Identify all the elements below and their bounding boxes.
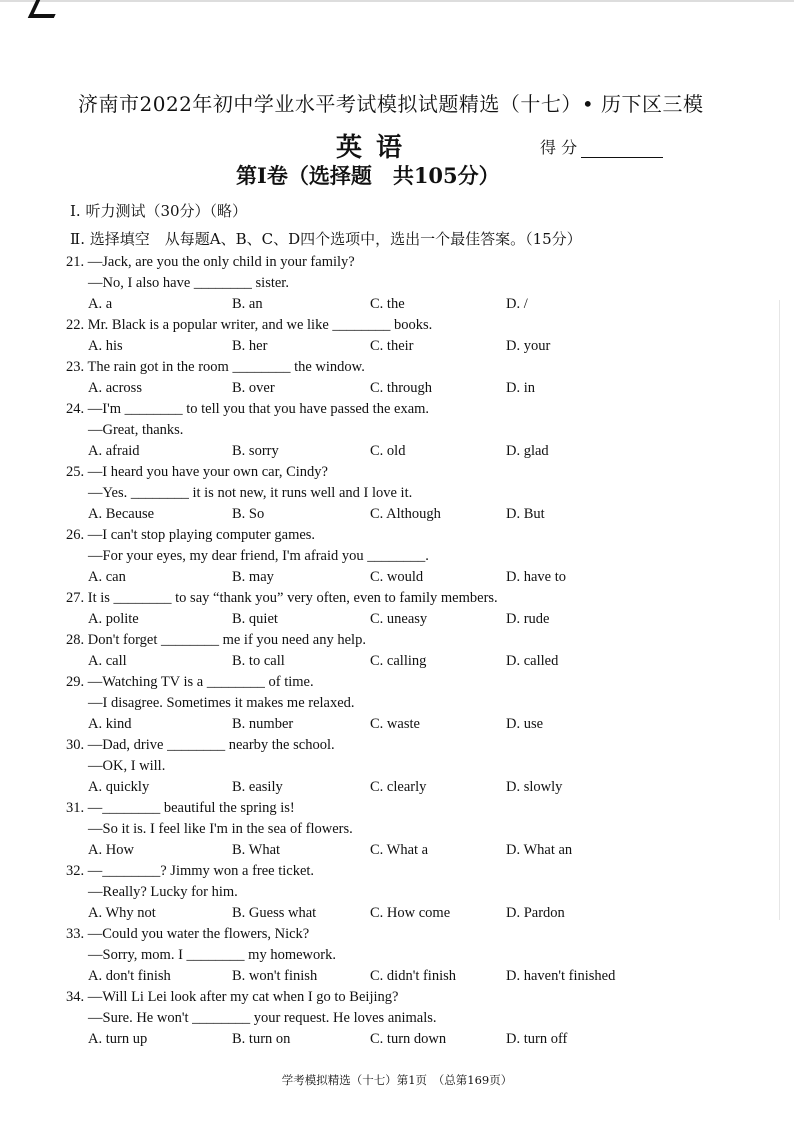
option-d: D. haven't finished (506, 968, 616, 984)
option-d: D. in (506, 380, 535, 396)
subject-title: 英语 (336, 133, 417, 163)
question-dialogue-line: —Really? Lucky for him. (88, 884, 238, 900)
answer-options (66, 840, 666, 861)
option-a: A. can (88, 569, 126, 585)
option-a: A. a (88, 296, 113, 312)
question-dialogue-line: —Sorry, mom. I ________ my homework. (88, 947, 336, 963)
scan-top-edge (0, 0, 794, 2)
question-item (66, 798, 666, 861)
score-blank (581, 143, 663, 158)
question-stem: 34. —Will Li Lei look after my cat when I go to Beijing? (66, 989, 399, 1005)
score-label: 得 分 (540, 138, 578, 157)
question-item (66, 588, 666, 630)
question-stem: 28. Don't forget ________ me if you need any help. (66, 632, 366, 648)
option-c: C. the (370, 296, 405, 312)
option-c: C. uneasy (370, 611, 428, 627)
question-item (66, 630, 666, 672)
option-a: A. call (88, 653, 127, 669)
question-dialogue-line: —Great, thanks. (88, 422, 184, 438)
option-d: D. your (506, 338, 551, 354)
scan-edge-line (779, 300, 780, 920)
option-a: A. How (88, 842, 134, 858)
answer-options (66, 567, 666, 588)
option-d: D. called (506, 653, 559, 669)
question-stem: 30. —Dad, drive ________ nearby the school. (66, 737, 335, 753)
option-a: A. his (88, 338, 123, 354)
option-d: D. Pardon (506, 905, 565, 921)
option-c: C. How come (370, 905, 451, 921)
question-item (66, 462, 666, 525)
question-dialogue-line: —So it is. I feel like I'm in the sea of flowers. (88, 821, 353, 837)
question-dialogue-line: —Yes. ________ it is not new, it runs well and I love it. (88, 485, 413, 501)
score-field (540, 135, 663, 158)
option-a: A. don't finish (88, 968, 171, 984)
question-stem: 27. It is ________ to say “thank you” very often, even to family members. (66, 590, 498, 606)
question-stem: 22. Mr. Black is a popular writer, and we like ________ books. (66, 317, 433, 333)
option-b: B. her (232, 338, 268, 354)
question-stem: 25. —I heard you have your own car, Cindy? (66, 464, 328, 480)
page-footer: 学考模拟精选（十七）第1页 （总第169页） (281, 1073, 513, 1087)
option-c: C. their (370, 338, 414, 354)
option-b: B. Guess what (232, 905, 317, 921)
option-a: A. turn up (88, 1031, 148, 1047)
option-c: C. waste (370, 716, 420, 732)
option-c: C. turn down (370, 1031, 447, 1047)
question-stem: 23. The rain got in the room ________ the window. (66, 359, 365, 375)
question-item (66, 252, 666, 315)
option-b: B. an (232, 296, 263, 312)
question-stem: 33. —Could you water the flowers, Nick? (66, 926, 310, 942)
option-a: A. Why not (88, 905, 156, 921)
option-b: B. So (232, 506, 265, 522)
option-a: A. kind (88, 716, 132, 732)
option-c: C. old (370, 443, 406, 459)
answer-options (66, 441, 666, 462)
question-item (66, 987, 666, 1050)
corner-mark (28, 0, 62, 18)
option-c: C. What a (370, 842, 429, 858)
answer-options (66, 504, 666, 525)
answer-options (66, 777, 666, 798)
option-c: C. through (370, 380, 433, 396)
question-item (66, 525, 666, 588)
option-b: B. to call (232, 653, 285, 669)
option-b: B. may (232, 569, 274, 585)
question-dialogue-line: —No, I also have ________ sister. (88, 275, 289, 291)
question-stem: 29. —Watching TV is a ________ of time. (66, 674, 314, 690)
option-b: B. What (232, 842, 281, 858)
question-stem: 26. —I can't stop playing computer games. (66, 527, 316, 543)
question-dialogue-line: —OK, I will. (88, 758, 166, 774)
option-d: D. have to (506, 569, 566, 585)
answer-options (66, 294, 666, 315)
question-stem: 32. —________? Jimmy won a free ticket. (66, 863, 315, 879)
question-dialogue-line: —I disagree. Sometimes it makes me relaxed. (88, 695, 355, 711)
option-c: C. clearly (370, 779, 427, 795)
option-a: A. afraid (88, 443, 140, 459)
question-dialogue-line: —For your eyes, my dear friend, I'm afraid you ________. (88, 548, 429, 564)
answer-options (66, 966, 666, 987)
question-item (66, 357, 666, 399)
question-stem: 31. —________ beautiful the spring is! (66, 800, 295, 816)
option-a: A. quickly (88, 779, 150, 795)
section-multiple-choice: Ⅱ. 选择填空 从每题A、B、C、D四个选项中，选出一个最佳答案。（15分） (70, 230, 582, 248)
option-a: A. Because (88, 506, 155, 522)
section-listening: Ⅰ. 听力测试（30分）（略） (70, 202, 248, 220)
question-item (66, 315, 666, 357)
question-item (66, 735, 666, 798)
question-item (66, 672, 666, 735)
answer-options (66, 1029, 666, 1050)
question-dialogue-line: —Sure. He won't ________ your request. He loves animals. (88, 1010, 437, 1026)
exam-title: 济南市2022年初中学业水平考试模拟试题精选（十七）• 历下区三模 (78, 92, 704, 116)
option-a: A. polite (88, 611, 139, 627)
option-c: C. didn't finish (370, 968, 456, 984)
option-b: B. won't finish (232, 968, 318, 984)
option-c: C. would (370, 569, 424, 585)
option-d: D. use (506, 716, 544, 732)
question-stem: 24. —I'm ________ to tell you that you have passed the exam. (66, 401, 430, 417)
option-b: B. easily (232, 779, 283, 795)
answer-options (66, 714, 666, 735)
answer-options (66, 903, 666, 924)
answer-options (66, 609, 666, 630)
option-d: D. glad (506, 443, 549, 459)
option-d: D. turn off (506, 1031, 568, 1047)
part-title: 第Ⅰ卷（选择题 共105分） (236, 163, 500, 188)
answer-options (66, 651, 666, 672)
option-b: B. turn on (232, 1031, 291, 1047)
option-d: D. / (506, 296, 528, 312)
answer-options (66, 336, 666, 357)
option-b: B. over (232, 380, 275, 396)
question-item (66, 861, 666, 924)
answer-options (66, 378, 666, 399)
option-d: D. slowly (506, 779, 563, 795)
option-c: C. calling (370, 653, 427, 669)
option-d: D. But (506, 506, 545, 522)
option-d: D. rude (506, 611, 550, 627)
option-b: B. sorry (232, 443, 279, 459)
option-c: C. Although (370, 506, 441, 522)
question-stem: 21. —Jack, are you the only child in your family? (66, 254, 355, 270)
option-b: B. number (232, 716, 294, 732)
question-item (66, 399, 666, 462)
option-a: A. across (88, 380, 142, 396)
option-b: B. quiet (232, 611, 278, 627)
option-d: D. What an (506, 842, 573, 858)
question-list (66, 252, 666, 1050)
question-item (66, 924, 666, 987)
